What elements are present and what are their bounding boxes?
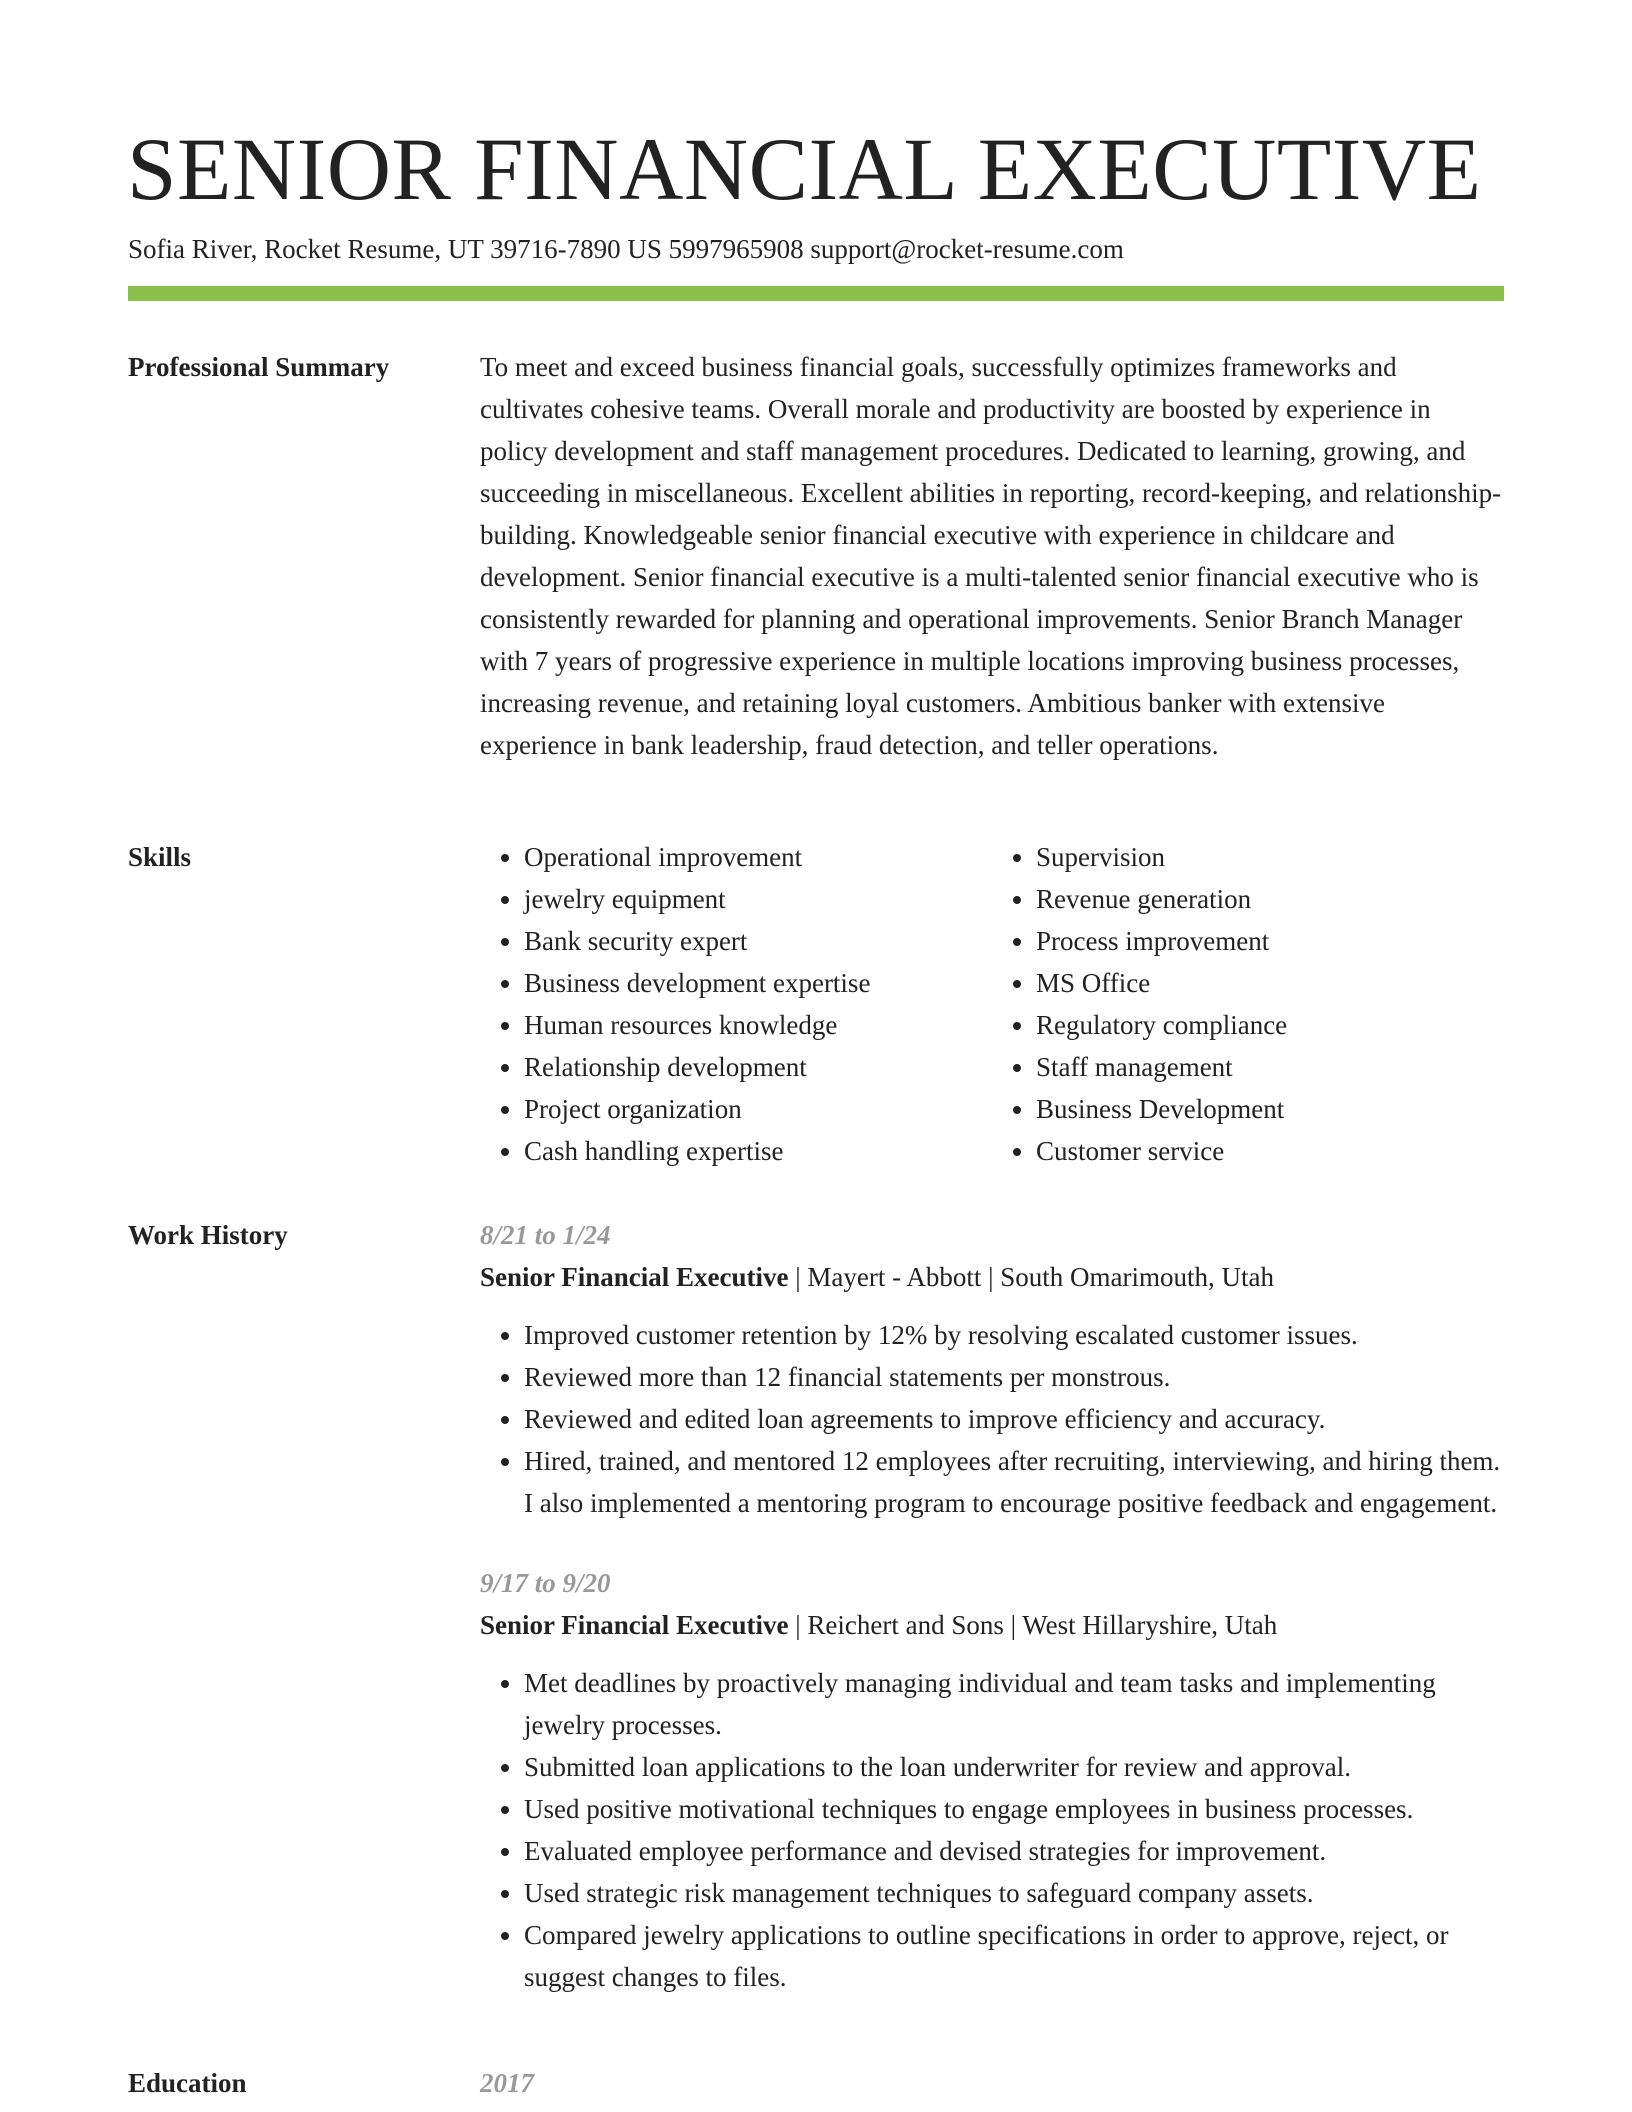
job-bullet: • Used strategic risk management techniques to safeguard company assets. (524, 1872, 1504, 1914)
job-dates: 8/21 to 1/24 (480, 1220, 611, 1250)
skill-item: • Project organization (524, 1088, 992, 1130)
skill-item: • Business development expertise (524, 962, 992, 1004)
skills-list-left (480, 836, 992, 1172)
skill-item: • Supervision (1036, 836, 1504, 878)
work-history-section (480, 1214, 1504, 1998)
accent-divider (128, 286, 1504, 301)
job-bullet: • Evaluated employee performance and devised strategies for improvement. (524, 1830, 1504, 1872)
skill-item: • Revenue generation (1036, 878, 1504, 920)
skill-item: • jewelry equipment (524, 878, 992, 920)
job-entry (480, 1214, 1504, 1524)
job-title: Senior Financial Executive (480, 1262, 789, 1292)
work-history-heading: Work History (128, 1220, 288, 1250)
skill-item: • Process improvement (1036, 920, 1504, 962)
job-title-line (480, 1604, 1504, 1646)
contact-line: Sofia River, Rocket Resume, UT 39716-7890 US 5997965908 support@rocket-resume.com (128, 234, 1124, 264)
job-bullet: • Improved customer retention by 12% by resolving escalated customer issues. (524, 1314, 1504, 1356)
job-employer-location: | Reichert and Sons | West Hillaryshire, Utah (788, 1610, 1278, 1640)
job-bullet: • Reviewed more than 12 financial statements per monstrous. (524, 1356, 1504, 1398)
skill-item: • Cash handling expertise (524, 1130, 992, 1172)
job-title: Senior Financial Executive (480, 1610, 789, 1640)
skill-item: • Human resources knowledge (524, 1004, 992, 1046)
job-title-line (480, 1256, 1504, 1298)
job-bullet: • Hired, trained, and mentored 12 employees after recruiting, interviewing, and hiring them. I also implemented a mentoring program to encourage positive feedback and engagement. (524, 1440, 1504, 1524)
education-year: 2017 (480, 2068, 534, 2098)
job-bullets (480, 1662, 1504, 1998)
skill-item: • Customer service (1036, 1130, 1504, 1172)
skill-item: • Operational improvement (524, 836, 992, 878)
job-bullet: • Met deadlines by proactively managing individual and team tasks and implementing jewelry processes. (524, 1662, 1504, 1746)
job-entry (480, 1562, 1504, 1998)
skill-item: • Staff management (1036, 1046, 1504, 1088)
skills-list-right (992, 836, 1504, 1172)
job-bullet: • Submitted loan applications to the loan underwriter for review and approval. (524, 1746, 1504, 1788)
summary-heading: Professional Summary (128, 352, 390, 382)
education-heading: Education (128, 2068, 247, 2098)
job-dates: 9/17 to 9/20 (480, 1568, 611, 1598)
job-bullets (480, 1314, 1504, 1524)
skill-item: • Business Development (1036, 1088, 1504, 1130)
summary-text: To meet and exceed business financial goals, successfully optimizes frameworks and cultivates cohesive teams. Overall morale and productivity are boosted by experience in policy development and staff management procedures. Dedicated to learning, growing, and succeeding in miscellaneous. Excellent abilities in reporting, record-keeping, and relationship-building. Knowledgeable senior financial executive with experience in childcare and development. Senior financial executive is a multi-talented senior financial executive who is consistently rewarded for planning and operational improvements. Senior Branch Manager with 7 years of progressive experience in multiple locations improving business processes, increasing revenue, and retaining loyal customers. Ambitious banker with extensive experience in bank leadership, fraud detection, and teller operations. (480, 352, 1502, 760)
summary-section (480, 346, 1504, 766)
skills-section (480, 836, 1504, 1172)
job-bullet: • Compared jewelry applications to outline specifications in order to approve, reject, or suggest changes to files. (524, 1914, 1504, 1998)
resume-name-title: SENIOR FINANCIAL EXECUTIVE (127, 121, 1482, 219)
job-bullet: • Reviewed and edited loan agreements to improve efficiency and accuracy. (524, 1398, 1504, 1440)
skill-item: • MS Office (1036, 962, 1504, 1004)
job-bullet: • Used positive motivational techniques to engage employees in business processes. (524, 1788, 1504, 1830)
job-employer-location: | Mayert - Abbott | South Omarimouth, Utah (788, 1262, 1275, 1292)
skill-item: • Relationship development (524, 1046, 992, 1088)
skills-heading: Skills (128, 842, 192, 872)
education-section (480, 2062, 1504, 2104)
skill-item: • Bank security expert (524, 920, 992, 962)
skill-item: • Regulatory compliance (1036, 1004, 1504, 1046)
